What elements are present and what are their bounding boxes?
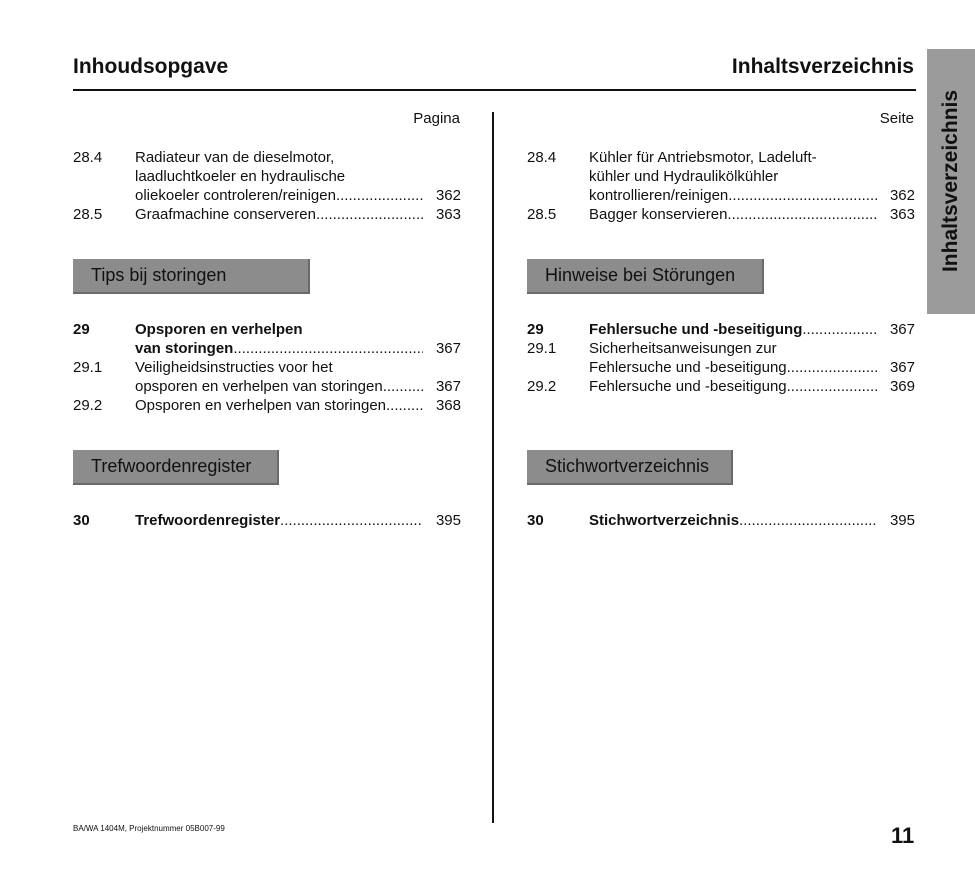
toc-entry: 29.1 Veiligheidsinstructies voor het opsporen en verhelpen van storingen ..... 367 bbox=[73, 358, 461, 396]
page-ref: 369 bbox=[889, 378, 915, 395]
toc-entry: 28.4 Radiateur van de dieselmotor, laadluchtkoeler en hydraulische oliekoeler controleren/reinigen ..... 362 bbox=[73, 148, 461, 205]
toc-entry: 28.5 Graafmachine conserveren ..... 363 bbox=[73, 205, 461, 224]
section-heading: Tips bij storingen bbox=[73, 259, 310, 294]
toc-entry: 30 Trefwoordenregister ..... 395 bbox=[73, 511, 461, 530]
section-heading: Trefwoordenregister bbox=[73, 450, 279, 485]
toc-entry: 30 Stichwortverzeichnis ..... 395 bbox=[527, 511, 915, 530]
page-ref: 367 bbox=[435, 378, 461, 395]
page-ref: 363 bbox=[889, 206, 915, 223]
page-ref: 367 bbox=[435, 340, 461, 357]
page-ref: 368 bbox=[435, 397, 461, 414]
page-ref: 395 bbox=[435, 512, 461, 529]
left-page-title: Inhoudsopgave bbox=[73, 55, 229, 78]
right-page-label: Seite bbox=[879, 110, 914, 127]
page-number: 11 bbox=[891, 823, 915, 848]
toc-entry: 28.4 Kühler für Antriebsmotor, Ladeluft- kühler und Hydraulikölkühler kontrollieren/reinigen ..... 362 bbox=[527, 148, 915, 205]
page-ref: 367 bbox=[889, 321, 915, 338]
page-ref: 362 bbox=[889, 187, 915, 204]
header-rule bbox=[73, 89, 916, 91]
page-ref: 367 bbox=[889, 359, 915, 376]
document-reference: BA/WA 1404M, Projektnummer 05B007-99 bbox=[73, 824, 225, 833]
column-divider bbox=[492, 112, 494, 823]
page-ref: 363 bbox=[435, 206, 461, 223]
toc-entry: 29.2 Fehlersuche und -beseitigung ..... 369 bbox=[527, 377, 915, 396]
toc-entry: 29.1 Sicherheitsanweisungen zur Fehlersuche und -beseitigung ..... 367 bbox=[527, 339, 915, 377]
section-heading: Hinweise bei Störungen bbox=[527, 259, 764, 294]
page-ref: 395 bbox=[889, 512, 915, 529]
page-ref: 362 bbox=[435, 187, 461, 204]
toc-entry: 28.5 Bagger konservieren ..... 363 bbox=[527, 205, 915, 224]
left-page-label: Pagina bbox=[413, 110, 460, 127]
right-page-title: Inhaltsverzeichnis bbox=[731, 55, 914, 78]
section-heading: Stichwortverzeichnis bbox=[527, 450, 733, 485]
toc-entry: 29 Opsporen en verhelpen van storingen ..... 367 bbox=[73, 320, 461, 358]
side-tab bbox=[927, 49, 975, 314]
toc-entry: 29 Fehlersuche und -beseitigung ..... 367 bbox=[527, 320, 915, 339]
toc-entry: 29.2 Opsporen en verhelpen van storingen ..... 368 bbox=[73, 396, 461, 415]
side-tab-label: Inhaltsverzeichnis bbox=[939, 89, 962, 273]
